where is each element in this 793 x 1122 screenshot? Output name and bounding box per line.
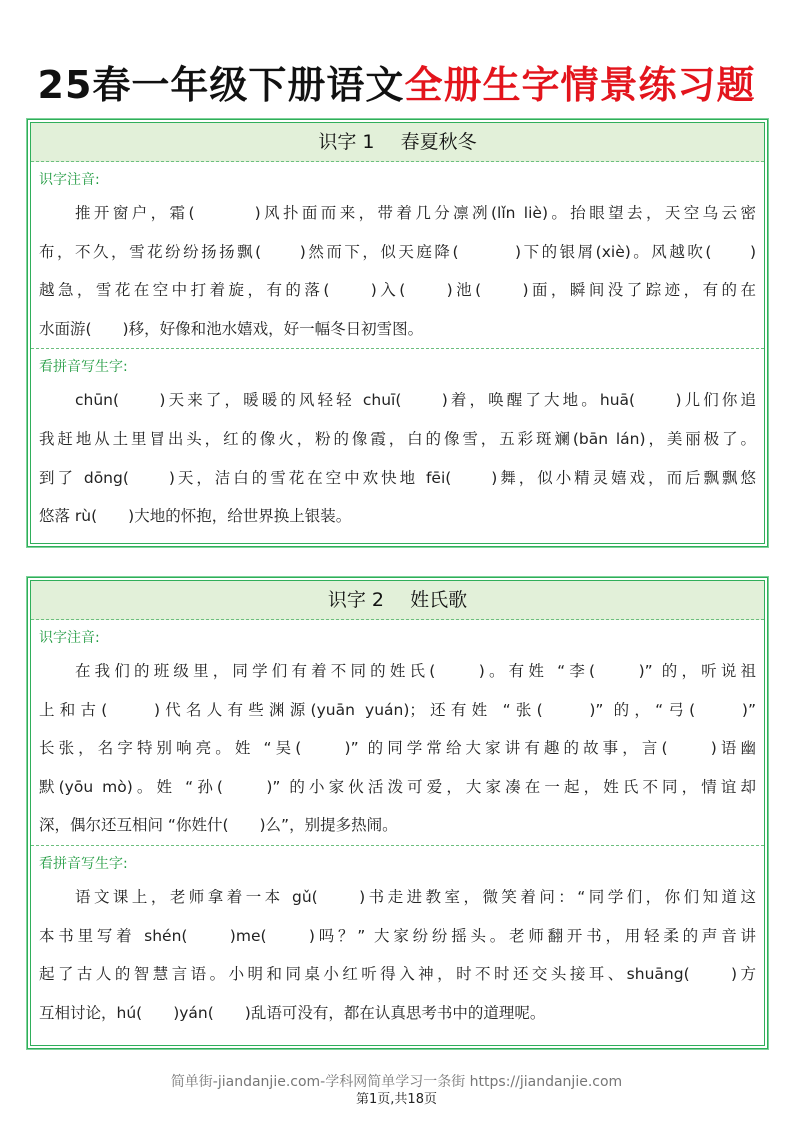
lesson-topic: 春夏秋冬: [400, 131, 477, 153]
exercise-section: [31, 348, 764, 535]
exercise-text-line: 在我们的班级里，同学们有着不同的姓氏( )。有姓 “李( )” 的，听说祖: [75, 662, 756, 680]
exercise-text-line: 到了 dōng( )天，洁白的雪花在空中欢快地 fēi( )舞，似小精灵嬉戏，而后飘飘悠: [39, 468, 756, 487]
title-black-part: 25春一年级下册语文: [37, 63, 405, 107]
exercise-text-line: 语文课上，老师拿着一本 gǔ( )书走进教室，微笑着问：“同学们，你们知道这: [75, 887, 756, 906]
exercise-text-line: 推开窗户，霜( )风扑面而来，带着几分凛冽(lǐn liè)。抬眼望去，天空乌云密: [75, 204, 756, 222]
section-label: 识字注音:: [39, 172, 100, 188]
lesson-box: [27, 119, 768, 547]
lesson-topic: 姓氏歌: [410, 589, 468, 611]
exercise-text-line: 布，不久，雪花纷纷扬扬飘( )然而下，似天庭降( )下的银屑(xiè)。风越吹( ): [39, 242, 756, 261]
exercise-text-line: 深，偶尔还互相问 “你姓什( )么”，别提多热闹。: [39, 816, 398, 835]
exercise-text-line: 悠落 rù( )大地的怀抱，给世界换上银装。: [39, 507, 352, 526]
lesson-header: [31, 123, 764, 162]
title-red-part: 全册生字情景练习题: [404, 63, 756, 107]
page-number: 第1页,共18页: [356, 1092, 437, 1107]
section-label: 看拼音写生字:: [39, 855, 128, 872]
exercise-section: [31, 845, 764, 1032]
exercise-text-line: 越急，雪花在空中打着旋，有的落( )入( )池( )面，瞬间没了踪迹，有的在: [39, 281, 756, 300]
page-title: [0, 54, 793, 109]
section-label: 识字注音:: [39, 630, 100, 646]
lesson-header: [31, 581, 764, 620]
exercise-text-line: 本书里写着 shén( )me( )吗？” 大家纷纷摇头。老师翻开书，用轻柔的声音讲: [39, 926, 756, 945]
exercise-text-line: 互相讨论，hú( )yán( )乱语可没有，都在认真思考书中的道理呢。: [39, 1003, 546, 1022]
footer-source: 简单街-jiandanjie.com-学科网简单学习一条街 https://jiandanjie.com: [170, 1074, 623, 1090]
exercise-section: [31, 620, 764, 845]
exercise-text-line: 上和古( )代名人有些渊源(yuān yuán)；还有姓 “张( )” 的，“弓( )”: [39, 700, 756, 719]
exercise-text-line: 我赶地从土里冒出头，红的像火，粉的像霞，白的像雪，五彩斑斓(bān lán)，美丽极了。: [39, 429, 756, 448]
lesson-name: 识字 1: [318, 131, 375, 153]
lesson-name: 识字 2: [327, 589, 385, 611]
exercise-text-line: 水面游( )移，好像和池水嬉戏，好一幅冬日初雪图。: [39, 319, 424, 338]
section-label: 看拼音写生字:: [39, 359, 128, 376]
exercise-text-line: chūn( )天来了，暖暖的风轻轻 chuī( )着，唤醒了大地。huā( )儿们你追: [75, 391, 756, 410]
exercise-text-line: 默(yōu mò)。姓 “孙( )” 的小家伙活泼可爱，大家凑在一起，姓氏不同，情谊却: [39, 777, 756, 796]
exercise-section: [31, 162, 764, 348]
lesson-box: [27, 577, 768, 1049]
exercise-text-line: 起了古人的智慧言语。小明和同桌小红听得入神，时不时还交头接耳、shuāng( )方: [39, 965, 756, 984]
exercise-text-line: 长张，名字特别响亮。姓 “吴( )” 的同学常给大家讲有趣的故事，言( )语幽: [39, 739, 756, 758]
